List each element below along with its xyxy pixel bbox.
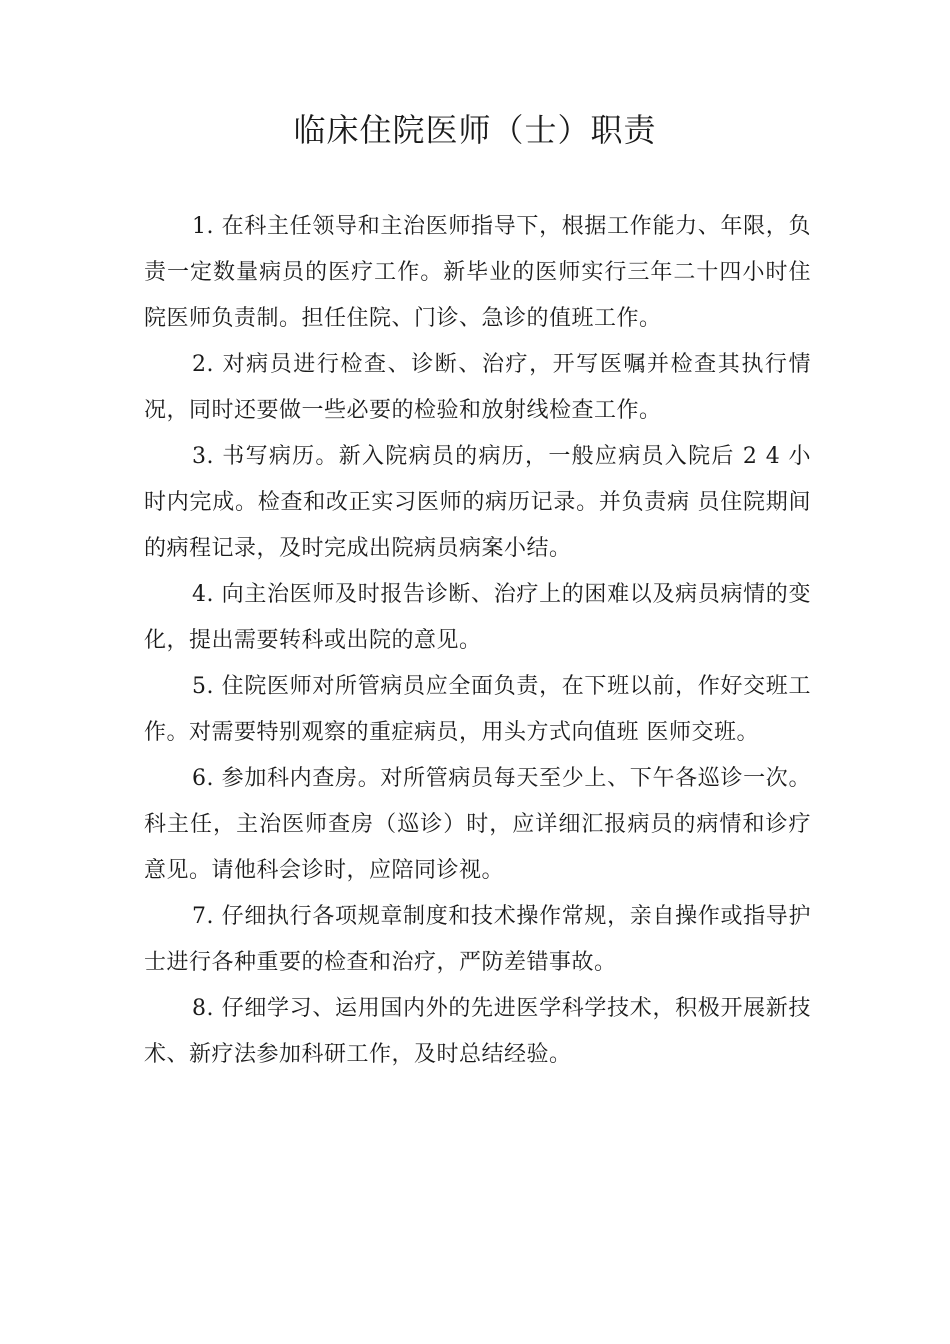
- duty-item-6: 6. 参加科内查房。对所管病员每天至少上、下午各巡诊一次。科主任，主治医师查房（巡诊）时，应详细汇报病员的病情和诊疗意见。请他科会诊时，应陪同诊视。: [144, 766, 811, 883]
- duty-item-3: 3. 书写病历。新入院病员的病历，一般应病员入院后 2 4 小时内完成。检查和改正实习医师的病历记录。并负责病 员住院期间的病程记录，及时完成出院病员病案小结。: [144, 444, 811, 561]
- duty-item-8: 8. 仔细学习、运用国内外的先进医学科学技术，积极开展新技术、新疗法参加科研工作，及时总结经验。: [144, 996, 811, 1067]
- duty-item-1: 1. 在科主任领导和主治医师指导下，根据工作能力、年限，负责一定数量病员的医疗工作。新毕业的医师实行三年二十四小时住院医师负责制。担任住院、门诊、急诊的值班工作。: [144, 214, 811, 331]
- duty-item-2: 2. 对病员进行检查、诊断、治疗，开写医嘱并检查其执行情况，同时还要做一些必要的检验和放射线检查工作。: [144, 352, 811, 423]
- document-title: 临床住院医师（士）职责: [293, 111, 657, 149]
- duty-item-4: 4. 向主治医师及时报告诊断、治疗上的困难以及病员病情的变化，提出需要转科或出院的意见。: [144, 582, 811, 653]
- duty-item-7: 7. 仔细执行各项规章制度和技术操作常规，亲自操作或指导护士进行各种重要的检查和治疗，严防差错事故。: [144, 904, 811, 975]
- document-body: [144, 204, 811, 1078]
- duty-item-5: 5. 住院医师对所管病员应全面负责，在下班以前，作好交班工作。对需要特别观察的重症病员，用头方式向值班 医师交班。: [144, 674, 811, 745]
